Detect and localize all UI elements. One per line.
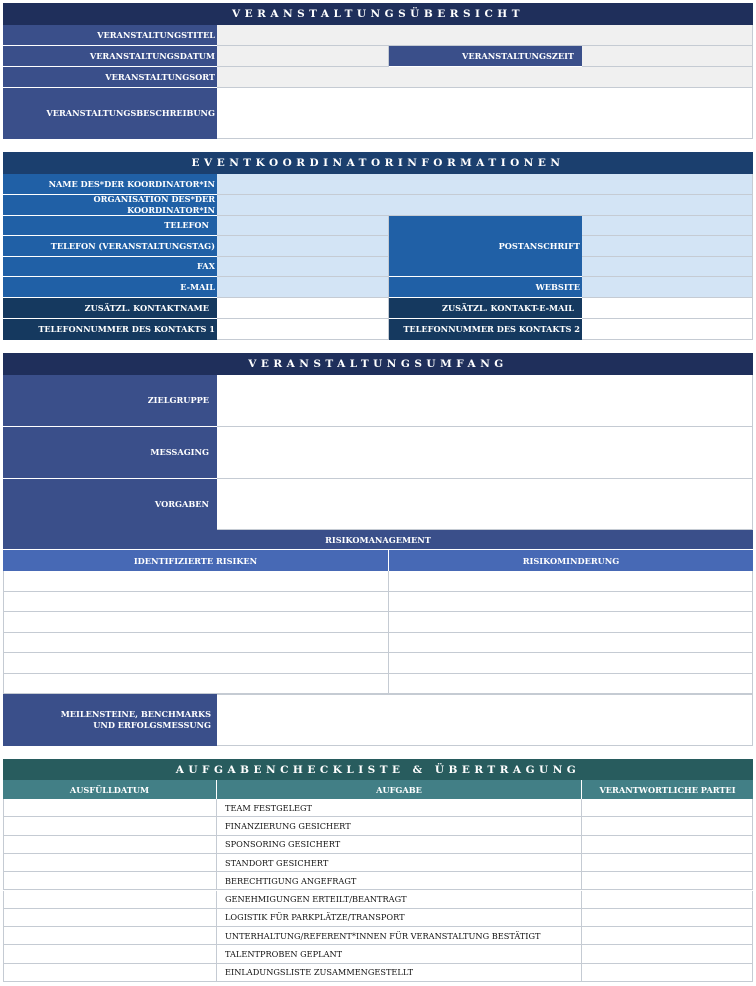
coordinator-name-field[interactable]	[217, 174, 753, 195]
risk-identified-cell[interactable]	[3, 592, 389, 613]
completion-date-cell[interactable]	[3, 945, 217, 963]
contact1-phone-label: TELEFONNUMMER DES KONTAKTS 1	[3, 319, 217, 340]
event-time-label: VERANSTALTUNGSZEIT	[389, 46, 582, 67]
completion-date-cell[interactable]	[3, 927, 217, 945]
coordinator-organisation-field[interactable]	[217, 195, 753, 216]
risk-identified-cell[interactable]	[3, 674, 389, 695]
target-group-label: ZIELGRUPPE	[3, 375, 217, 427]
risk-management-title: RISIKOMANAGEMENT	[3, 530, 753, 550]
fax-label: FAX	[3, 257, 217, 277]
risk-identified-cell[interactable]	[3, 612, 389, 633]
target-group-field[interactable]	[217, 375, 753, 427]
task-cell: BERECHTIGUNG ANGEFRAGT	[217, 872, 582, 890]
risk-mitigation-cell[interactable]	[389, 592, 753, 613]
email-label: E-MAIL	[3, 277, 217, 298]
website-field[interactable]	[582, 277, 753, 298]
task-cell: EINLADUNGSLISTE ZUSAMMENGESTELLT	[217, 964, 582, 982]
event-title-field[interactable]	[217, 25, 753, 46]
coordinator-title: EVENTKOORDINATORINFORMATIONEN	[3, 152, 753, 174]
task-cell: TALENTPROBEN GEPLANT	[217, 945, 582, 963]
task-cell: GENEHMIGUNGEN ERTEILT/BEANTRAGT	[217, 891, 582, 909]
event-scope-title: VERANSTALTUNGSUMFANG	[3, 353, 753, 375]
event-location-field[interactable]	[217, 67, 753, 88]
coordinator-name-label: NAME DES*DER KOORDINATOR*IN	[3, 174, 217, 195]
postal-address-field-2[interactable]	[582, 236, 753, 257]
completion-date-cell[interactable]	[3, 872, 217, 890]
task-cell: UNTERHALTUNG/REFERENT*INNEN FÜR VERANSTALTUNG BESTÄTIGT	[217, 927, 582, 945]
phone-field[interactable]	[217, 216, 389, 236]
event-time-field[interactable]	[582, 46, 753, 67]
task-checklist-title: AUFGABENCHECKLISTE & ÜBERTRAGUNG	[3, 759, 753, 780]
task-checklist-section	[3, 759, 753, 984]
milestones-field[interactable]	[217, 694, 753, 746]
phone-event-day-label: TELEFON (VERANSTALTUNGSTAG)	[3, 236, 217, 257]
responsible-party-cell[interactable]	[582, 927, 753, 945]
responsible-party-cell[interactable]	[582, 836, 753, 854]
risk-identified-cell[interactable]	[3, 571, 389, 592]
event-date-field[interactable]	[217, 46, 389, 67]
event-description-label: VERANSTALTUNGSBESCHREIBUNG	[3, 88, 217, 139]
responsible-party-cell[interactable]	[582, 891, 753, 909]
risk-mitigation-cell[interactable]	[389, 633, 753, 654]
messaging-label: MESSAGING	[3, 427, 217, 479]
responsible-party-cell[interactable]	[582, 872, 753, 890]
risk-mitigation-cell[interactable]	[389, 612, 753, 633]
coordinator-section	[3, 152, 753, 340]
event-overview-section	[3, 3, 753, 139]
risk-mitigation-cell[interactable]	[389, 571, 753, 592]
website-label: WEBSITE	[389, 277, 582, 298]
event-date-label: VERANSTALTUNGSDATUM	[3, 46, 217, 67]
postal-address-field-1[interactable]	[582, 216, 753, 236]
coordinator-organisation-label: ORGANISATION DES*DER KOORDINATOR*IN	[3, 195, 217, 216]
extra-contact-name-field[interactable]	[217, 298, 389, 319]
responsible-party-cell[interactable]	[582, 854, 753, 872]
risk-mitigation-header: RISIKOMINDERUNG	[389, 550, 753, 571]
fax-field[interactable]	[217, 257, 389, 277]
task-cell: TEAM FESTGELEGT	[217, 799, 582, 817]
event-description-field[interactable]	[217, 88, 753, 139]
milestones-label: MEILENSTEINE, BENCHMARKS UND ERFOLGSMESSUNG	[3, 694, 217, 746]
extra-contact-name-label: ZUSÄTZL. KONTAKTNAME	[3, 298, 217, 319]
responsible-party-cell[interactable]	[582, 909, 753, 927]
completion-date-cell[interactable]	[3, 964, 217, 982]
risk-identified-cell[interactable]	[3, 633, 389, 654]
event-overview-title: VERANSTALTUNGSÜBERSICHT	[3, 3, 753, 25]
task-header: AUFGABE	[217, 780, 582, 799]
extra-contact-email-field[interactable]	[582, 298, 753, 319]
responsible-party-cell[interactable]	[582, 945, 753, 963]
event-title-label: VERANSTALTUNGSTITEL	[3, 25, 217, 46]
responsible-party-header: VERANTWORTLICHE PARTEI	[582, 780, 753, 799]
completion-date-cell[interactable]	[3, 854, 217, 872]
goals-label: VORGABEN	[3, 479, 217, 530]
completion-date-header: AUSFÜLLDATUM	[3, 780, 217, 799]
contact2-phone-field[interactable]	[582, 319, 753, 340]
email-field[interactable]	[217, 277, 389, 298]
completion-date-cell[interactable]	[3, 891, 217, 909]
phone-event-day-field[interactable]	[217, 236, 389, 257]
postal-address-label: POSTANSCHRIFT	[389, 216, 582, 277]
responsible-party-cell[interactable]	[582, 799, 753, 817]
completion-date-cell[interactable]	[3, 836, 217, 854]
event-scope-section	[3, 353, 753, 746]
messaging-field[interactable]	[217, 427, 753, 479]
completion-date-cell[interactable]	[3, 909, 217, 927]
responsible-party-cell[interactable]	[582, 964, 753, 982]
risk-mitigation-cell[interactable]	[389, 653, 753, 674]
responsible-party-cell[interactable]	[582, 817, 753, 835]
contact2-phone-label: TELEFONNUMMER DES KONTAKTS 2	[389, 319, 582, 340]
postal-address-field-3[interactable]	[582, 257, 753, 277]
task-cell: LOGISTIK FÜR PARKPLÄTZE/TRANSPORT	[217, 909, 582, 927]
risk-identified-header: IDENTIFIZIERTE RISIKEN	[3, 550, 389, 571]
risk-mitigation-cell[interactable]	[389, 674, 753, 695]
phone-label: TELEFON	[3, 216, 217, 236]
event-location-label: VERANSTALTUNGSORT	[3, 67, 217, 88]
task-cell: STANDORT GESICHERT	[217, 854, 582, 872]
contact1-phone-field[interactable]	[217, 319, 389, 340]
completion-date-cell[interactable]	[3, 799, 217, 817]
completion-date-cell[interactable]	[3, 817, 217, 835]
goals-field[interactable]	[217, 479, 753, 530]
task-cell: SPONSORING GESICHERT	[217, 836, 582, 854]
risk-identified-cell[interactable]	[3, 653, 389, 674]
extra-contact-email-label: ZUSÄTZL. KONTAKT-E-MAIL	[389, 298, 582, 319]
task-cell: FINANZIERUNG GESICHERT	[217, 817, 582, 835]
